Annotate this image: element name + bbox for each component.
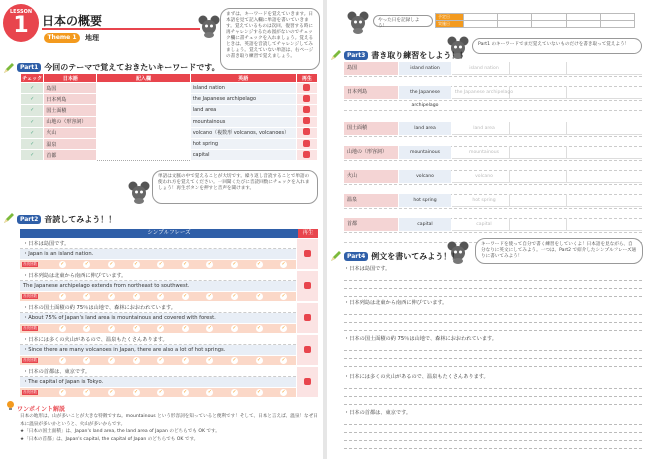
- keyword-jp: 温泉: [44, 138, 97, 149]
- read-count-label: 音読回数: [23, 390, 37, 394]
- table-row: [21, 116, 318, 127]
- count-check[interactable]: ✓: [232, 325, 237, 331]
- count-check[interactable]: ✓: [60, 389, 65, 395]
- speaker-icon: [303, 95, 310, 102]
- theme-title: 地理: [85, 34, 99, 42]
- writing-row: [344, 194, 642, 220]
- count-check[interactable]: ✓: [84, 261, 89, 267]
- speaker-icon: [304, 346, 311, 353]
- writing-row: [344, 170, 642, 196]
- count-check[interactable]: ✓: [207, 293, 212, 299]
- count-check[interactable]: ✓: [281, 325, 286, 331]
- count-check[interactable]: ✓: [60, 357, 65, 363]
- part1-title: 今回のテーマで覚えておきたいキーワードです。: [44, 63, 220, 72]
- count-check[interactable]: ✓: [256, 325, 262, 331]
- example-lines[interactable]: [344, 381, 642, 405]
- record-row-done: [436, 21, 635, 28]
- writing-row: [344, 146, 642, 172]
- phrase-table-header: [20, 229, 318, 238]
- count-check[interactable]: ✓: [281, 293, 286, 299]
- record-cell[interactable]: [532, 21, 566, 28]
- record-cell[interactable]: [566, 21, 600, 28]
- record-cell[interactable]: [532, 14, 566, 21]
- entry-field[interactable]: [97, 150, 190, 161]
- writing-guide: the Japanese archipelago: [454, 90, 514, 95]
- read-count-row: [20, 388, 296, 397]
- lesson-label: LESSON: [9, 9, 32, 15]
- count-check[interactable]: ✓: [207, 325, 212, 331]
- count-check[interactable]: ✓: [183, 261, 188, 267]
- speaker-icon: [304, 314, 311, 321]
- play-button[interactable]: [296, 83, 317, 94]
- speaker-icon: [303, 128, 310, 135]
- example-prompt: ・日本は島国です。: [344, 266, 391, 272]
- keyword-en: capital: [190, 150, 296, 161]
- example-prompt: ・日本には多くの火山があるので、温泉もたくさんあります。: [344, 374, 489, 380]
- count-check[interactable]: ✓: [183, 293, 188, 299]
- example-prompt: ・日本列島は北東から南西に伸びています。: [344, 300, 448, 306]
- record-cell[interactable]: [600, 21, 634, 28]
- speaker-icon: [303, 117, 310, 124]
- count-check[interactable]: ✓: [84, 357, 89, 363]
- part1-heading: [17, 62, 220, 73]
- writing-guide: land area: [473, 126, 495, 131]
- count-check[interactable]: ✓: [109, 261, 114, 267]
- record-row-planned: [436, 14, 635, 21]
- table-row: [21, 138, 318, 149]
- record-cell[interactable]: [498, 21, 532, 28]
- keyword-jp: 首都: [44, 150, 97, 161]
- col-entry: 記入欄: [97, 74, 190, 83]
- writing-en: the Japanese archipelago: [399, 86, 451, 99]
- writing-guide: mountainous: [468, 150, 500, 155]
- count-check[interactable]: ✓: [133, 357, 139, 363]
- phrase-jp: ・日本列島は北東から南西に伸びています。: [20, 271, 296, 281]
- theme-label: Theme: [47, 34, 71, 41]
- count-check[interactable]: ✓: [158, 389, 163, 395]
- keyword-en: mountainous: [190, 116, 296, 127]
- count-check[interactable]: ✓: [109, 389, 114, 395]
- count-check[interactable]: ✓: [183, 389, 188, 395]
- lesson-badge: [3, 4, 39, 42]
- entry-field[interactable]: [97, 94, 190, 105]
- phrase-en: ・Since there are many volcanoes in Japan, there are also a lot of hot springs.: [20, 345, 296, 355]
- writing-guide: capital: [476, 222, 492, 227]
- speaker-icon: [304, 282, 311, 289]
- phrase-en: The Japanese archipelago extends from northeast to southwest.: [20, 281, 296, 291]
- keyword-table: [20, 73, 318, 161]
- writing-jp: 首都: [344, 218, 398, 231]
- writing-jp: 温泉: [344, 194, 398, 207]
- col-japanese: 日本語: [44, 74, 97, 83]
- entry-field[interactable]: [97, 83, 190, 94]
- keyword-en: island nation: [190, 83, 296, 94]
- checkbox[interactable]: ✓: [21, 127, 44, 138]
- count-check[interactable]: ✓: [183, 357, 188, 363]
- keyword-en: volcano（複数形 volcanos, volcanoes）: [190, 127, 296, 138]
- part4-title: 例文を書いてみよう！！: [371, 252, 460, 261]
- play-button[interactable]: [296, 94, 317, 105]
- title-underline: [42, 28, 200, 30]
- record-cell[interactable]: [566, 14, 600, 21]
- keyword-jp: 島国: [44, 83, 97, 94]
- phrase-en: ・Japan is an island nation.: [20, 249, 296, 259]
- mouse-mascot-icon: [347, 10, 369, 34]
- record-table: [435, 13, 635, 28]
- play-button[interactable]: [296, 150, 317, 161]
- writing-guide: island nation: [469, 66, 499, 71]
- read-count-row: [20, 324, 296, 333]
- part2-heading: [17, 214, 116, 225]
- play-button[interactable]: [296, 116, 317, 127]
- left-page: [0, 0, 323, 459]
- record-speech-bubble: やった日を記録しよう！: [373, 15, 433, 27]
- writing-jp: 山地の（形容詞）: [344, 146, 398, 159]
- writing-guide: volcano: [475, 174, 493, 179]
- count-check[interactable]: ✓: [281, 261, 286, 267]
- count-check[interactable]: ✓: [109, 357, 114, 363]
- entry-field[interactable]: [97, 116, 190, 127]
- keyword-table-header: [21, 74, 318, 83]
- part2-title: 音読してみよう！！: [44, 215, 117, 224]
- onepoint-line: ★「日本の首都」は、Japan's capital, the capital of Japan のどちらでも OK です。: [20, 436, 199, 442]
- keyword-en: land area: [190, 105, 296, 116]
- count-check[interactable]: ✓: [256, 357, 262, 363]
- keyword-jp: 国土面積: [44, 105, 97, 116]
- part3-heading: [344, 50, 467, 61]
- checkbox[interactable]: ✓: [21, 150, 44, 161]
- play-button[interactable]: [296, 127, 317, 138]
- writing-row: [344, 122, 642, 148]
- entry-field[interactable]: [97, 127, 190, 138]
- col-check: チェック: [22, 75, 43, 82]
- count-check[interactable]: ✓: [84, 293, 89, 299]
- read-count-row: [20, 260, 296, 269]
- theme-badge: [44, 33, 80, 43]
- pencil-icon: [330, 49, 342, 61]
- phrase-jp: ・日本の国土面積の約 75％は山地で、森林におおわれています。: [20, 303, 296, 313]
- writing-en: hot spring: [399, 194, 451, 207]
- record-label: 実施日: [436, 21, 464, 28]
- count-check[interactable]: ✓: [60, 325, 65, 331]
- count-check[interactable]: ✓: [158, 357, 163, 363]
- count-check[interactable]: ✓: [60, 293, 65, 299]
- phrase-header-label: シンプルフレーズ: [147, 230, 191, 236]
- writing-en: island nation: [399, 62, 451, 75]
- record-cell[interactable]: [600, 14, 634, 21]
- part1-tag: Part1: [17, 63, 41, 72]
- onepoint-line: ★「日本の国土面積」は、Japan's land area, the land area of Japan のどちらでも OK です。: [20, 429, 220, 434]
- table-row: [21, 127, 318, 138]
- part3-tag: Part3: [344, 51, 368, 60]
- writing-en: volcano: [399, 170, 451, 183]
- writing-lines[interactable]: [344, 100, 642, 111]
- record-cell[interactable]: [498, 14, 532, 21]
- example-prompt: ・日本の首都は、東京です。: [344, 410, 412, 416]
- play-button[interactable]: [297, 239, 318, 269]
- count-check[interactable]: ✓: [256, 389, 262, 395]
- onepoint-title: ワンポイント解説: [17, 406, 66, 413]
- play-button[interactable]: [297, 367, 318, 397]
- count-check[interactable]: ✓: [133, 261, 139, 267]
- part3-title: 書き取り練習をしよう！！: [371, 51, 468, 60]
- speaker-icon: [304, 378, 311, 385]
- play-button[interactable]: [297, 271, 318, 301]
- count-check[interactable]: ✓: [256, 293, 262, 299]
- count-check[interactable]: ✓: [133, 325, 139, 331]
- count-check[interactable]: ✓: [232, 357, 237, 363]
- count-check[interactable]: ✓: [232, 261, 237, 267]
- example-prompt: ・日本の国土面積の約 75％は山地で、森林におおわれています。: [344, 336, 497, 342]
- play-button[interactable]: [296, 138, 317, 149]
- writing-en: land area: [399, 122, 451, 135]
- count-check[interactable]: ✓: [256, 261, 262, 267]
- table-row: [21, 150, 318, 161]
- phrase-jp: ・日本の首都は、東京です。: [20, 367, 296, 377]
- count-check[interactable]: ✓: [183, 325, 188, 331]
- writing-jp: 火山: [344, 170, 398, 183]
- keyword-jp: 火山: [44, 127, 97, 138]
- phrase-jp: ・日本は島国です。: [20, 239, 296, 249]
- intro-speech-bubble: まずは、キーワードを覚えていきます。日本語を見て記入欄に単語を書いていきます。覚えているものは次回、復習する時に再チャレンジするため図がないのでチェック欄に書チェックを入れましょう。覚えるときは、英語を音読してチャレンジしてみましょう。覚えていない単語は、右ページの書き取り練習で覚えましょう。: [220, 8, 320, 70]
- onepoint-body: [20, 413, 318, 443]
- col-play: 再生: [296, 74, 317, 83]
- example-lines[interactable]: [344, 273, 642, 297]
- mouse-mascot-icon: [198, 14, 220, 38]
- part4-heading: [344, 251, 459, 262]
- count-check[interactable]: ✓: [281, 389, 286, 395]
- count-check[interactable]: ✓: [158, 261, 163, 267]
- example-lines[interactable]: [344, 343, 642, 367]
- lightbulb-icon: [5, 400, 16, 411]
- count-check[interactable]: ✓: [84, 389, 89, 395]
- read-count-label: 音読回数: [23, 358, 37, 362]
- writing-guide: hot spring: [472, 198, 496, 203]
- speaker-icon: [304, 250, 311, 257]
- keyword-jp: 山地の（形容詞）: [44, 116, 97, 127]
- play-button[interactable]: [297, 303, 318, 333]
- checkbox[interactable]: ✓: [21, 105, 44, 116]
- part4-tag: Part4: [344, 252, 368, 261]
- read-count-label: 音読回数: [23, 262, 37, 266]
- theme-number: 1: [72, 34, 77, 41]
- count-check[interactable]: ✓: [109, 293, 114, 299]
- read-count-label: 音読回数: [23, 294, 37, 298]
- keyword-en: the Japanese archipelago: [190, 94, 296, 105]
- phrase-jp: ・日本には多くの火山があるので、温泉もたくさんあります。: [20, 335, 296, 345]
- writing-en: capital: [399, 218, 451, 231]
- part3-speech-bubble: Part1 のキーワードでまだ覚えていないものだけを書き取って覚えよう！: [472, 38, 642, 54]
- example-lines[interactable]: [344, 307, 642, 331]
- speaker-icon: [303, 106, 310, 113]
- table-row: [21, 94, 318, 105]
- play-button[interactable]: [297, 335, 318, 365]
- count-check[interactable]: ✓: [207, 357, 212, 363]
- count-check[interactable]: ✓: [207, 261, 212, 267]
- read-count-row: [20, 292, 296, 301]
- part4-speech-bubble: キーワードを使って自分で書く練習をしていくよ！日本語を見ながら、自分なりに英文にしてみよう。一つは、Part2 で紹介したシンプルフレーズ通りに書いてみよう！: [475, 238, 643, 264]
- lesson-number: 1: [13, 13, 29, 38]
- count-check[interactable]: ✓: [232, 389, 237, 395]
- table-row: [21, 105, 318, 116]
- read-count-row: [20, 356, 296, 365]
- part2-speech-bubble: 単語は文脈の中で覚えることが大切です。繰り返し音読することで単語の使われ方を覚えてください。一回聞くたびに音読回数にチェックを入れましょう！再生ボタンを押すと音声を聞けます。: [152, 170, 318, 204]
- count-check[interactable]: ✓: [109, 325, 114, 331]
- count-check[interactable]: ✓: [133, 293, 139, 299]
- example-lines[interactable]: [344, 417, 642, 449]
- count-check[interactable]: ✓: [60, 261, 65, 267]
- onepoint-line: 日本の地形は、山が多いことが大きな特徴ですね。mountainous という形容詞を知っていると便利です！そして、日本と言えば、温泉！なぜ日本に温泉が多いかというと、火山が多いからです。: [20, 414, 318, 427]
- read-count-label: 音読回数: [23, 326, 37, 330]
- keyword-jp: 日本列島: [44, 94, 97, 105]
- play-header-label: 再生: [298, 229, 318, 238]
- entry-field[interactable]: [97, 138, 190, 149]
- phrase-en: ・The capital of Japan is Tokyo.: [20, 377, 296, 387]
- writing-row: [344, 86, 642, 112]
- count-check[interactable]: ✓: [133, 389, 139, 395]
- count-check[interactable]: ✓: [84, 325, 89, 331]
- speaker-icon: [303, 140, 310, 147]
- count-check[interactable]: ✓: [281, 357, 286, 363]
- writing-jp: 島国: [344, 62, 398, 75]
- count-check[interactable]: ✓: [232, 293, 237, 299]
- col-english: 英語: [190, 74, 296, 83]
- count-check[interactable]: ✓: [158, 325, 163, 331]
- checkbox[interactable]: ✓: [21, 138, 44, 149]
- part2-tag: Part2: [17, 215, 41, 224]
- page-title: 日本の概要: [42, 14, 103, 28]
- checkbox[interactable]: ✓: [21, 83, 44, 94]
- entry-field[interactable]: [97, 105, 190, 116]
- count-check[interactable]: ✓: [158, 293, 163, 299]
- speaker-icon: [303, 84, 310, 91]
- pencil-icon: [3, 212, 15, 224]
- record-cell[interactable]: [464, 21, 498, 28]
- keyword-en: hot spring: [190, 138, 296, 149]
- record-cell[interactable]: [464, 14, 498, 21]
- speaker-icon: [303, 151, 310, 158]
- pencil-icon: [3, 62, 15, 74]
- right-page: [327, 0, 650, 459]
- writing-row: [344, 62, 642, 88]
- writing-en: mountainous: [399, 146, 451, 159]
- phrase-en: ・About 75% of Japan's land area is mountainous and covered with forest.: [20, 313, 296, 323]
- checkbox[interactable]: ✓: [21, 116, 44, 127]
- table-row: [21, 83, 318, 94]
- writing-jp: 日本列島: [344, 86, 398, 99]
- pencil-icon: [330, 250, 342, 262]
- mouse-mascot-icon: [128, 180, 150, 204]
- checkbox[interactable]: ✓: [21, 94, 44, 105]
- writing-jp: 国土面積: [344, 122, 398, 135]
- record-label: 予定日: [436, 14, 464, 21]
- play-button[interactable]: [296, 105, 317, 116]
- count-check[interactable]: ✓: [207, 389, 212, 395]
